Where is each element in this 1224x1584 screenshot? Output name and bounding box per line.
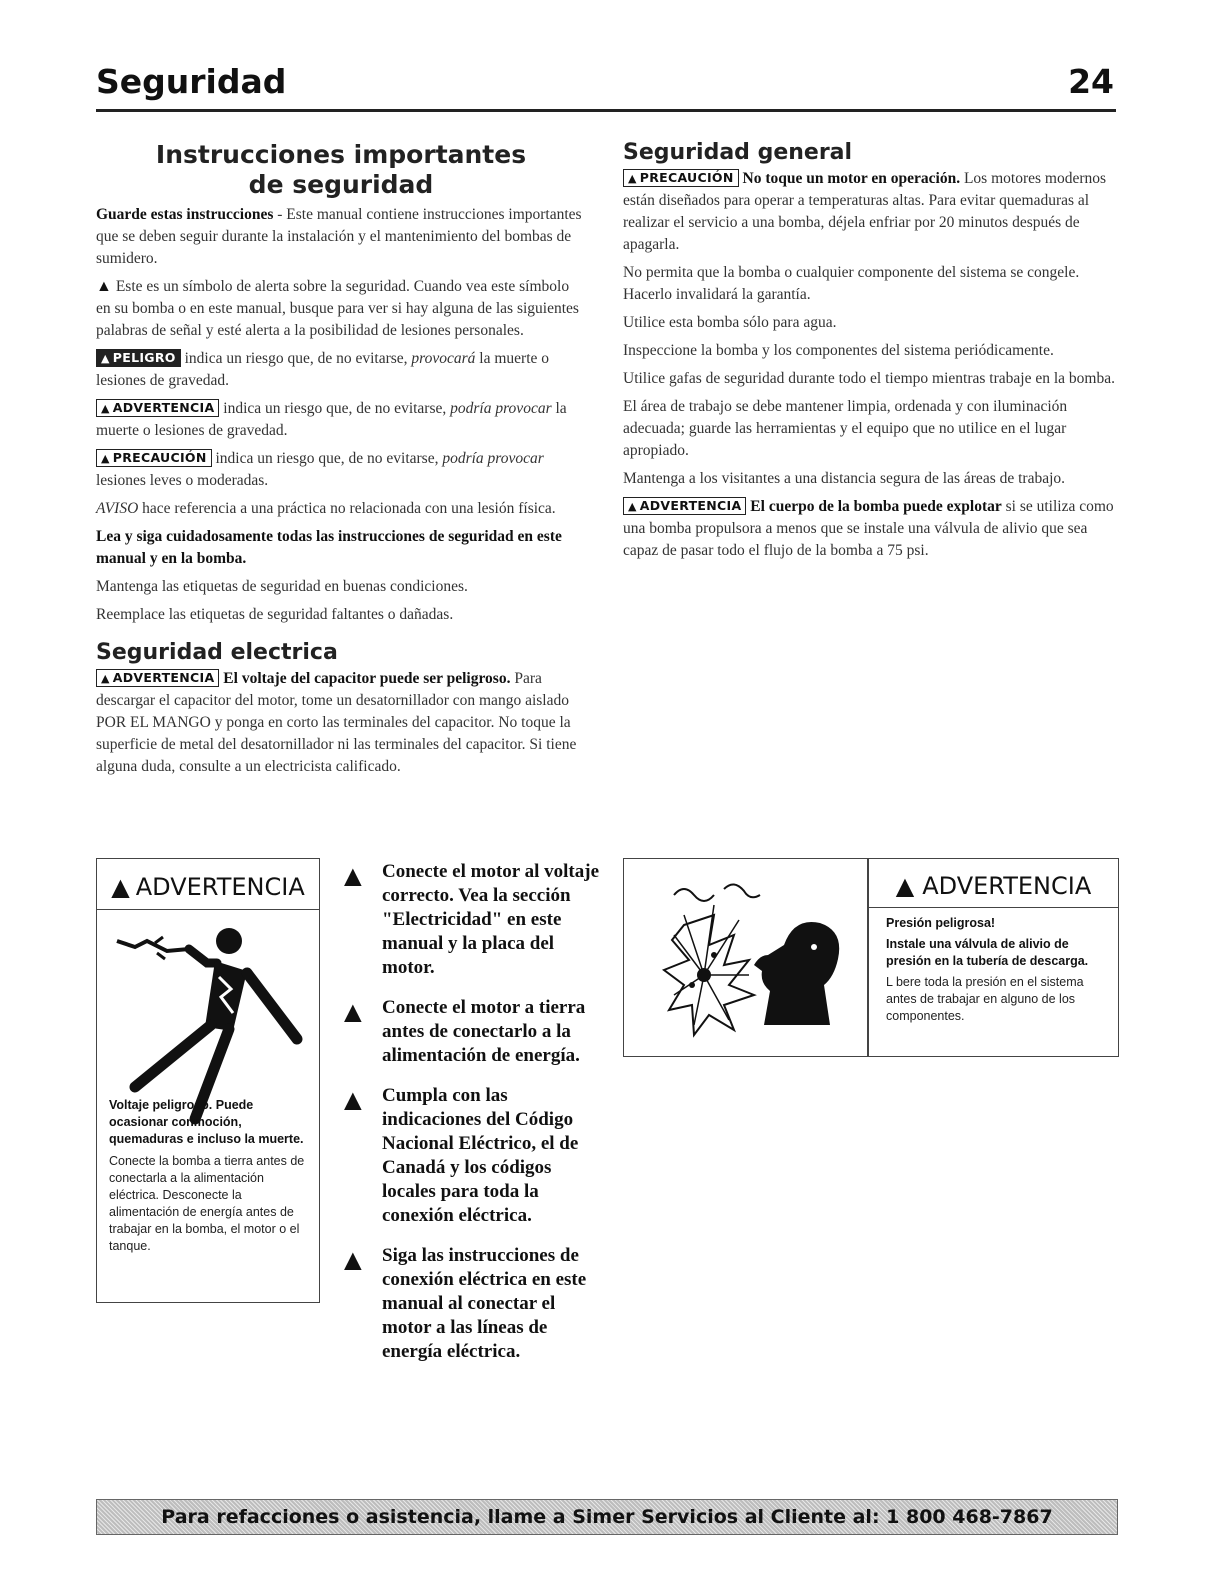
hot-motor-text: Los motores modernos están diseñados para operar a temperaturas altas. Para evitar quemaduras al realizar el servicio a una bomba, déjela enfriar por 20 minutos después de apagarla.	[623, 170, 1107, 253]
warning-triangle-icon: ▲	[101, 672, 110, 685]
warning-triangle-icon: ▲	[338, 996, 368, 1029]
list-item-text: Siga las instrucciones de conexión eléctrica en este manual al conectar el motor a las líneas de energía eléctrica.	[382, 1245, 587, 1362]
warning-triangle-icon: ▲	[338, 860, 368, 893]
warning-triangle-icon: ▲	[628, 500, 637, 513]
read-instructions-bold: Lea y siga cuidadosamente todas las instrucciones de seguridad en este manual y en la bomba.	[96, 528, 562, 567]
precaucion-badge	[623, 169, 739, 187]
main-heading	[96, 140, 586, 200]
save-instructions-text: - Este manual contiene instrucciones importantes que se deben seguir durante la instalación y el mantenimiento del bombas de sumidero.	[96, 206, 582, 267]
electric-warning-box	[96, 858, 320, 1303]
precaucion-badge-label: PRECAUCIÓN	[639, 170, 734, 185]
peligro-text-end: la muerte o lesiones de gravedad.	[96, 350, 550, 389]
pressure-warning-body	[886, 915, 1106, 1025]
precaucion-emphasis: podría provocar	[442, 450, 544, 467]
advertencia-emphasis: podría provocar	[450, 400, 552, 417]
electric-safety-heading: Seguridad electrica	[96, 640, 338, 665]
precaucion-text-end: lesiones leves o moderadas.	[96, 472, 269, 489]
warning-triangle-icon: ▲	[338, 1084, 368, 1117]
labels-paragraph-1: Mantenga las etiquetas de seguridad en buenas condiciones.	[96, 578, 468, 595]
electric-warning-title	[97, 865, 319, 910]
hot-motor-bold: No toque un motor en operación.	[738, 170, 961, 187]
explode-bold: El cuerpo de la bomba puede explotar	[746, 498, 1002, 515]
warning-triangle-icon: ▲	[101, 352, 110, 365]
electric-bold: El voltaje del capacitor puede ser peligroso.	[219, 670, 511, 687]
warning-triangle-icon: ▲	[101, 452, 110, 465]
right-column	[623, 140, 1119, 568]
advertencia-paragraph	[96, 398, 586, 442]
electric-safety-paragraph	[96, 668, 586, 778]
precaucion-badge	[96, 449, 212, 467]
electric-badge-label: ADVERTENCIA	[112, 670, 215, 685]
peligro-emphasis: provocará	[411, 350, 476, 367]
water-only-paragraph: Utilice esta bomba sólo para agua.	[623, 314, 837, 331]
advertencia-text: indica un riesgo que, de no evitarse,	[219, 400, 451, 417]
left-column	[96, 140, 586, 784]
freeze-paragraph: No permita que la bomba o cualquier componente del sistema se congele. Hacerlo invalidará la garantía.	[623, 264, 1080, 303]
electrical-instructions-list	[336, 860, 606, 1380]
list-item-text: Cumpla con las indicaciones del Código Nacional Eléctrico, el de Canadá y los códigos locales para toda la conexión eléctrica.	[382, 1085, 579, 1226]
warning-triangle-icon: ▲	[111, 873, 130, 901]
list-item	[336, 1244, 606, 1364]
peligro-paragraph	[96, 348, 586, 392]
main-heading-line2: de seguridad	[248, 170, 434, 199]
aviso-text: hace referencia a una práctica no relacionada con una lesión física.	[138, 500, 556, 517]
pressure-warning-line1: Presión peligrosa!	[886, 916, 996, 930]
warning-triangle-icon: ▲	[338, 1244, 368, 1277]
page-title: Seguridad	[96, 62, 287, 101]
alert-symbol-text: Este es un símbolo de alerta sobre la seguridad. Cuando vea este símbolo en su bomba o en este manual, busque para ver si hay alguna de las siguientes palabras de señal y esté alerta a la posibilidad de lesiones personales.	[96, 278, 579, 339]
explode-text: si se utiliza como una bomba propulsora a menos que se instale una válvula de alivio que sea capaz de pasar todo el flujo de la bomba a 75 psi.	[623, 498, 1114, 559]
electric-warning-texts	[109, 1097, 309, 1255]
peligro-text: indica un riesgo que, de no evitarse,	[180, 350, 412, 367]
aviso-paragraph	[96, 498, 586, 520]
electric-warning-title-label: ADVERTENCIA	[135, 873, 305, 901]
pressure-warning-title	[869, 865, 1118, 908]
peligro-badge-label: PELIGRO	[112, 350, 176, 365]
list-item-text: Conecte el motor al voltaje correcto. Vea la sección "Electricidad" en este manual y la placa del motor.	[382, 861, 600, 978]
aviso-emphasis: AVISO	[96, 500, 139, 517]
electric-text: Para descargar el capacitor del motor, tome un desatornillador con mango aislado POR EL MANGO y ponga en corto las terminales del capacitor. No toque la superficie de metal del desatornillador ni las terminales del capacitor. Si tiene alguna duda, consulte a un electricista calificado.	[96, 670, 577, 775]
pressure-warning-box	[623, 858, 1119, 1057]
save-instructions-lead: Guarde estas instrucciones	[96, 206, 274, 223]
hot-motor-paragraph	[623, 168, 1119, 256]
precaucion-paragraph	[96, 448, 586, 492]
advertencia-badge	[623, 497, 746, 515]
advertencia-badge	[96, 399, 219, 417]
read-instructions-paragraph	[96, 526, 586, 570]
inspect-paragraph: Inspeccione la bomba y los componentes del sistema periódicamente.	[623, 342, 1054, 359]
warning-triangle-icon: ▲	[96, 278, 112, 295]
work-area-paragraph: El área de trabajo se debe mantener limpia, ordenada y con iluminación adecuada; guarde las herramientas y el equipo que no utilice en el lugar apropiado.	[623, 398, 1068, 459]
advertencia-badge-label: ADVERTENCIA	[639, 498, 742, 513]
warning-triangle-icon: ▲	[628, 172, 637, 185]
labels-paragraph-2: Reemplace las etiquetas de seguridad faltantes o dañadas.	[96, 606, 454, 623]
precaucion-text: indica un riesgo que, de no evitarse,	[211, 450, 443, 467]
goggles-paragraph: Utilice gafas de seguridad durante todo el tiempo mientras trabaje en la bomba.	[623, 370, 1115, 387]
footer-contact-bar: Para refacciones o asistencia, llame a Simer Servicios al Cliente al: 1 800 468-7867	[96, 1499, 1118, 1535]
general-safety-heading: Seguridad general	[623, 140, 853, 165]
explode-paragraph	[623, 496, 1119, 562]
peligro-badge	[96, 349, 181, 367]
save-instructions-paragraph	[96, 204, 586, 270]
precaucion-badge-label: PRECAUCIÓN	[112, 450, 207, 465]
main-heading-line1: Instrucciones importantes	[155, 140, 527, 169]
pressure-warning-text: L bere toda la presión en el sistema antes de trabajar en alguno de los componentes.	[886, 975, 1084, 1023]
pressure-warning-bold: Instale una válvula de alivio de presión en la tubería de descarga.	[886, 937, 1089, 968]
list-item	[336, 860, 606, 980]
visitors-paragraph: Mantenga a los visitantes a una distancia segura de las áreas de trabajo.	[623, 470, 1066, 487]
header-rule	[96, 109, 1116, 112]
electric-warning-bold: Voltaje peligroso. Puede ocasionar conmoción, quemaduras e incluso la muerte.	[109, 1098, 304, 1146]
advertencia-text-end: la muerte o lesiones de gravedad.	[96, 400, 567, 439]
warning-triangle-icon: ▲	[895, 872, 915, 900]
list-item-text: Conecte el motor a tierra antes de conectarlo a la alimentación de energía.	[382, 997, 586, 1066]
advertencia-badge-label: ADVERTENCIA	[112, 400, 215, 415]
explosion-icon	[654, 875, 854, 1045]
page-number: 24	[1068, 62, 1114, 101]
electric-warning-body: Conecte la bomba a tierra antes de conectarla a la alimentación eléctrica. Desconecte la alimentación de energía antes de trabajar en la bomba, el motor o el tanque.	[109, 1154, 305, 1253]
alert-symbol-paragraph	[96, 276, 586, 342]
electric-advertencia-badge	[96, 669, 219, 687]
pressure-warning-title-label: ADVERTENCIA	[922, 872, 1092, 900]
warning-triangle-icon: ▲	[101, 402, 110, 415]
list-item	[336, 1084, 606, 1228]
list-item	[336, 996, 606, 1068]
